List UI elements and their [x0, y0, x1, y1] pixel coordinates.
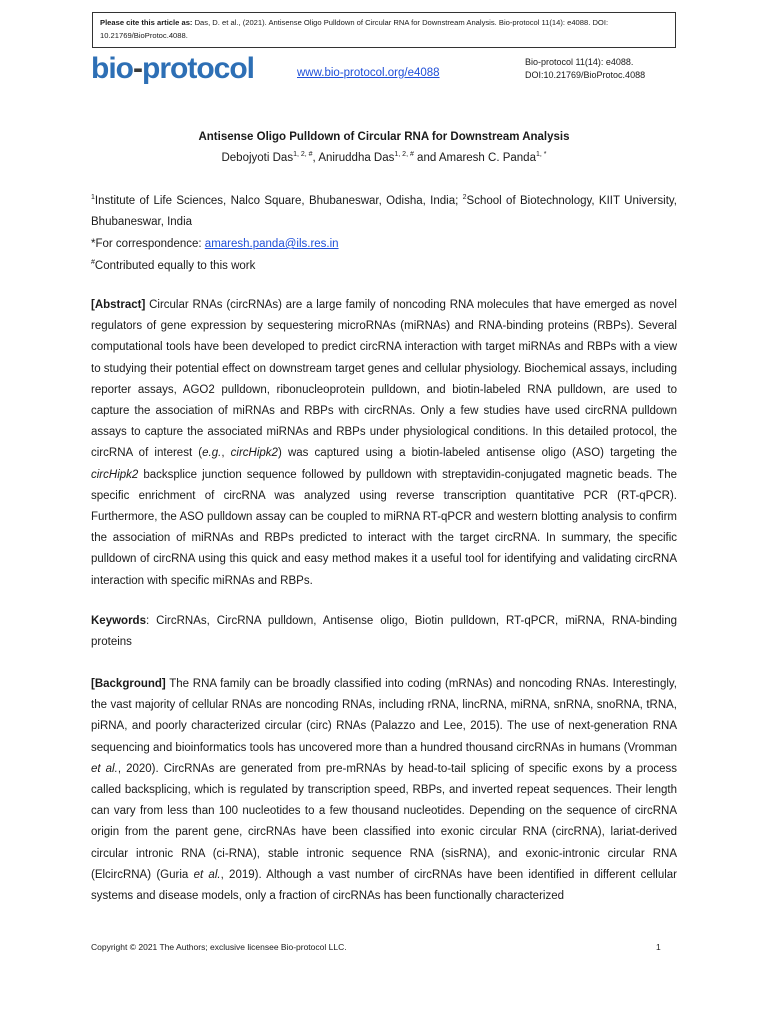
- keywords-text: : CircRNAs, CircRNA pulldown, Antisense oligo, Biotin pulldown, RT-qPCR, miRNA, RNA-binding proteins: [91, 615, 677, 649]
- abstract-text: backsplice junction sequence followed by pulldown with streptavidin-conjugated magnetic beads. The specific enrichment of circRNA was analyzed using reverse transcription quantitative PCR (RT-qPCR). Furthermore, the ASO pulldown assay can be coupled to miRNA RT-qPCR and western blotting analysis to confirm the association of miRNAs and RBPs predicted to interact with the target circRNA. In summary, the specific pulldown of circRNA using this quick and easy method makes it a useful tool for identifying and validating circRNA interaction with specific miRNAs and RBPs.: [91, 468, 677, 587]
- correspondence: [91, 234, 677, 255]
- abstract-text: ,: [221, 447, 231, 460]
- affiliations: [91, 191, 677, 233]
- author-name: Amaresh C. Panda: [438, 152, 536, 164]
- citation-label: Please cite this article as:: [100, 18, 193, 27]
- affiliation-1: Institute of Life Sciences, Nalco Square, Bhubaneswar, Odisha, India;: [94, 195, 463, 207]
- abstract-text: Circular RNAs (circRNAs) are a large family of noncoding RNA molecules that have emerged as novel regulators of gene expression by sequestering microRNAs (miRNAs) and RNA-binding proteins (RBPs). Several computational tools have been developed to predict circRNA interaction with target miRNAs and RBPs with a view to studying their potential effect on downstream target genes and cellular physiology. Biochemical assays, including reporter assays, AGO2 pulldown, ribonucleoprotein pulldown, and biotin-labeled RNA pulldown, are used to capture the association of miRNAs and RBPs with circRNAs. Only a few studies have used circRNA pulldown assays to capture the associated miRNAs and RBPs under physiological conditions. In this detailed protocol, the circRNA of interest (: [91, 299, 677, 460]
- doi: DOI:10.21769/BioProtoc.4088: [525, 70, 646, 80]
- journal-ref: Bio-protocol 11(14): e4088.: [525, 57, 634, 67]
- background-etal: et al.: [193, 868, 221, 881]
- citation-box: [92, 12, 676, 48]
- journal-meta: [525, 56, 645, 82]
- author-name: Aniruddha Das: [318, 152, 395, 164]
- keywords-heading: Keywords: [91, 615, 146, 627]
- background-etal: et al.: [91, 762, 118, 775]
- author-list: [0, 152, 768, 164]
- page-number: 1: [656, 942, 661, 952]
- bio-protocol-logo[interactable]: [91, 52, 254, 86]
- author-sup: 1, 2, #: [394, 151, 414, 159]
- contribution-note: [91, 256, 677, 277]
- author-sup: 1, 2, #: [293, 151, 313, 159]
- citation-text: Das, D. et al., (2021). Antisense Oligo Pulldown of Circular RNA for Downstream Analysis. Bio-protocol 11(14): e4088. DOI: 10.21769/BioProtoc.4088.: [100, 18, 609, 40]
- abstract-section: [91, 295, 677, 592]
- keywords-section: [91, 611, 677, 653]
- article-url-link[interactable]: www.bio-protocol.org/e4088: [297, 67, 440, 79]
- logo-dash: -: [133, 52, 142, 85]
- abstract-eg: e.g.: [202, 447, 222, 460]
- affil-sup: 1: [91, 194, 95, 202]
- abstract-gene: circHipk2: [91, 468, 139, 481]
- footer-copyright: Copyright © 2021 The Authors; exclusive licensee Bio-protocol LLC.: [91, 942, 347, 952]
- background-section: [91, 674, 677, 907]
- article-title: Antisense Oligo Pulldown of Circular RNA for Downstream Analysis: [198, 131, 570, 143]
- author-separator: ,: [312, 152, 319, 164]
- background-heading: [Background]: [91, 678, 166, 690]
- background-text: , 2019). Although a vast number of circRNAs have been identified in different cellular systems and disease models, only a fraction of circRNAs has been functionally characterized: [91, 868, 678, 903]
- background-text: , 2020). CircRNAs are generated from pre-mRNAs by head-to-tail splicing of specific exons by a process called backsplicing, which is regulated by transcription speed, RBPs, and inverted repeat sequences. Their length can vary from less than 100 nucleotides to a few thousand nucleotides. Depending on the sequence of circRNA origin from the parent gene, circRNAs have been classified into exonic circular RNA (circRNA), lariat-derived circular intronic RNA (ci-RNA), stable intronic sequence RNA (sisRNA), and exonic-intronic circular RNA (ElcircRNA) (Guria: [91, 762, 678, 881]
- abstract-heading: [Abstract]: [91, 299, 146, 311]
- author-sup: 1, *: [535, 151, 547, 159]
- abstract-text: ) was captured using a biotin-labeled antisense oligo (ASO) targeting the: [277, 447, 678, 460]
- contrib-sup: #: [91, 259, 95, 267]
- abstract-gene: circHipk2: [230, 447, 278, 460]
- contrib-text: Contributed equally to this work: [94, 260, 256, 272]
- background-text: The RNA family can be broadly classified into coding (mRNAs) and noncoding RNAs. Interestingly, the vast majority of cellular RNAs are noncoding RNAs, including rRNA, lincRNA, miRNA, snRNA, snoRNA, tRNA, piRNA, and poorly characterized circular (circ) RNAs (Palazzo and Lee, 2015). The use of next-generation RNA sequencing and bioinformatics tools has uncovered more than a hundred thousand circRNAs in humans (Vromman: [91, 678, 677, 754]
- logo-bio: bio: [91, 52, 133, 85]
- correspondence-email-link[interactable]: amaresh.panda@ils.res.in: [204, 238, 339, 250]
- correspondence-label: *For correspondence:: [91, 238, 205, 250]
- affiliation-2: School of Biotechnology, KIIT University, Bhubaneswar, India: [91, 195, 677, 229]
- logo-protocol: protocol: [142, 52, 254, 85]
- affil-sup: 2: [462, 194, 467, 202]
- author-name: Debojyoti Das: [221, 152, 294, 164]
- author-separator: and: [413, 152, 439, 164]
